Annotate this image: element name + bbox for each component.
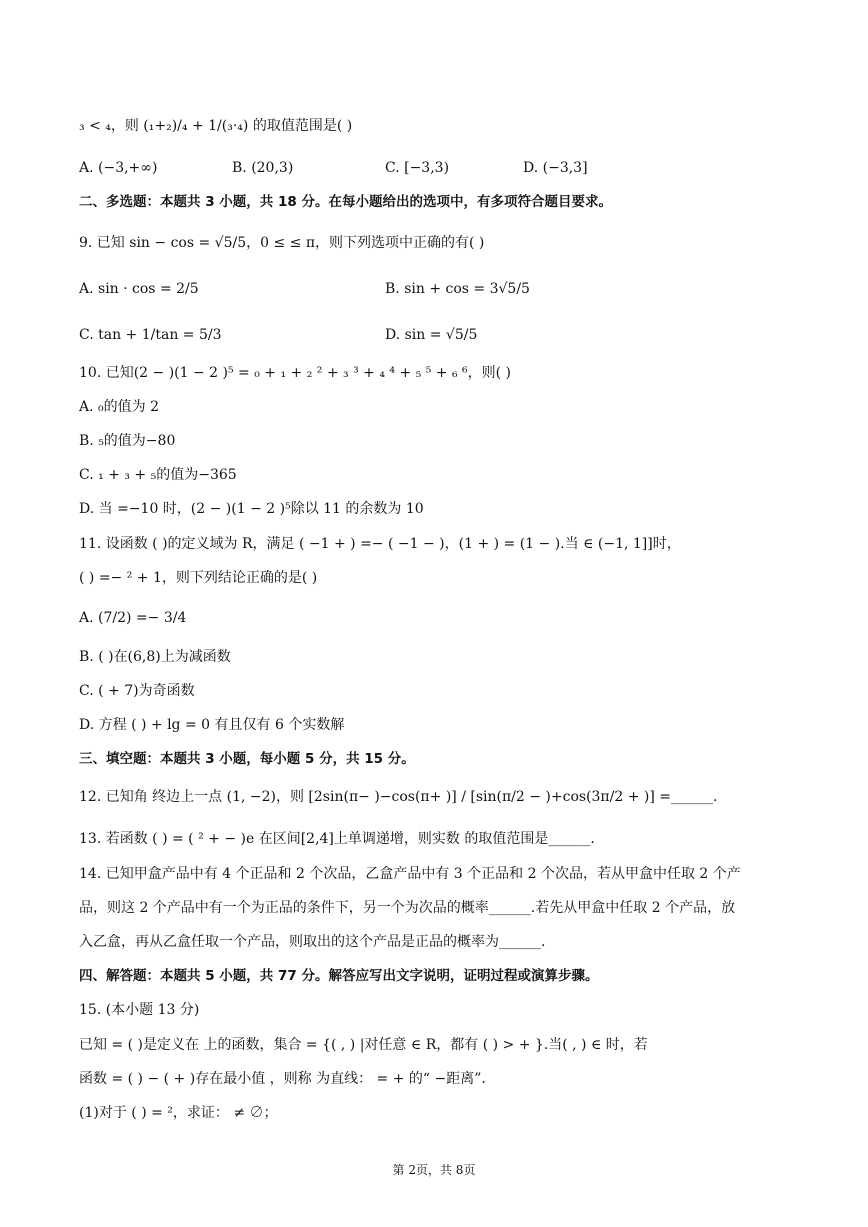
q11-option-b: B. ( )在(6,8)上为减函数 xyxy=(79,649,231,665)
question-12: 12. 已知角 终边上一点 (1, −2)，则 [2sin(π− )−cos(π+ )] / [sin(π/2 − )+cos(3π/2 + )] =______. xyxy=(79,789,718,805)
question-15-heading: 15. (本小题 13 分) xyxy=(79,1002,200,1018)
q11-option-c: C. ( + 7)为奇函数 xyxy=(79,683,195,699)
question-15-line-1: 已知 = ( )是定义在 上的函数，集合 = {( , ) |对任意 ∈ R，都有 ( ) > + }.当( , ) ∈ 时，若 xyxy=(79,1037,648,1053)
q9-option-b: B. sin + cos = 3√5/5 xyxy=(385,281,530,297)
q8-tail: ₃ < ₄，则 (₁+₂)/₄ + 1/(₃·₄) 的取值范围是( ) xyxy=(79,118,353,134)
q9-option-d: D. sin = √5/5 xyxy=(385,327,478,343)
question-9: 9. 已知 sin − cos = √5/5，0 ≤ ≤ π，则下列选项中正确的有( ) xyxy=(79,235,485,251)
q10-option-c: C. ₁ + ₃ + ₅的值为−365 xyxy=(79,467,237,483)
question-15-sub-1: (1)对于 ( ) = ²，求证： ≠ ∅； xyxy=(79,1105,278,1121)
q8-option-d: D. (−3,3] xyxy=(523,160,588,176)
q9-option-c: C. tan + 1/tan = 5/3 xyxy=(79,327,222,343)
section-heading-2: 二、多选题：本题共 3 小题，共 18 分。在每小题给出的选项中，有多项符合题目要求。 xyxy=(79,194,612,210)
question-11-line-1: 11. 设函数 ( )的定义域为 R，满足 ( −1 + ) =− ( −1 − )，(1 + ) = (1 − ).当 ∈ (−1, 1]]时， xyxy=(79,536,681,552)
question-15-line-2: 函数 = ( ) − ( + )存在最小值 ，则称 为直线： = + 的“ −距离”. xyxy=(79,1071,486,1087)
q10-option-b: B. ₅的值为−80 xyxy=(79,433,176,449)
question-14-line-1: 14. 已知甲盒产品中有 4 个正品和 2 个次品，乙盒产品中有 3 个正品和 2 个次品，若从甲盒中任取 2 个产 xyxy=(79,866,741,882)
q11-option-d: D. 方程 ( ) + lg = 0 有且仅有 6 个实数解 xyxy=(79,717,345,733)
question-13: 13. 若函数 ( ) = ( ² + − )e 在区间[2,4]上单调递增，则实数 的取值范围是______. xyxy=(79,831,595,847)
q11-option-a: A. (7/2) =− 3/4 xyxy=(79,610,187,626)
q8-option-a: A. (−3,+∞) xyxy=(79,160,158,176)
section-heading-4: 四、解答题：本题共 5 小题，共 77 分。解答应写出文字说明，证明过程或演算步骤。 xyxy=(79,968,599,984)
q10-option-d: D. 当 =−10 时，(2 − )(1 − 2 )⁵除以 11 的余数为 10 xyxy=(79,501,424,517)
section-heading-3: 三、填空题：本题共 3 小题，每小题 5 分，共 15 分。 xyxy=(79,751,415,767)
question-14-line-3: 入乙盒，再从乙盒任取一个产品，则取出的这个产品是正品的概率为______. xyxy=(79,934,546,950)
q8-option-c: C. [−3,3) xyxy=(385,160,450,176)
q9-option-a: A. sin · cos = 2/5 xyxy=(79,281,199,297)
question-14-line-2: 品，则这 2 个产品中有一个为正品的条件下，另一个为次品的概率______.若先从甲盒中任取 2 个产品，放 xyxy=(79,900,736,916)
page-footer: 第 2页，共 8页 xyxy=(392,1163,476,1177)
question-11-line-2: ( ) =− ² + 1，则下列结论正确的是( ) xyxy=(79,570,318,586)
question-10: 10. 已知(2 − )(1 − 2 )⁵ = ₀ + ₁ + ₂ ² + ₃ ³ + ₄ ⁴ + ₅ ⁵ + ₆ ⁶，则( ) xyxy=(79,365,511,381)
q10-option-a: A. ₀的值为 2 xyxy=(79,399,159,415)
q8-option-b: B. (20,3) xyxy=(232,160,294,176)
